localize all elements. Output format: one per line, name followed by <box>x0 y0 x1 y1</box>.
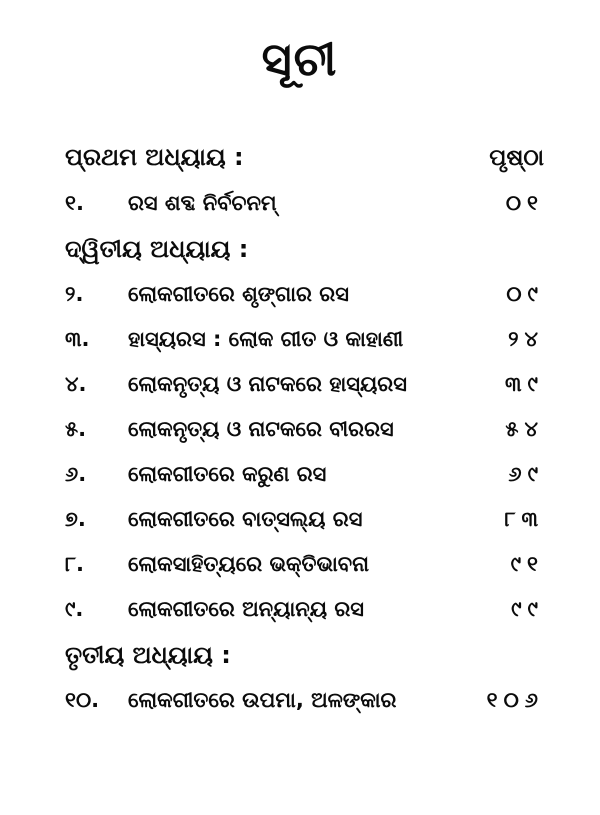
toc-item <box>65 686 544 714</box>
item-title: ହାସ୍ୟରସ : ଲୋକ ଗୀତ ଓ କାହାଣୀ <box>128 327 404 351</box>
item-title: ଲୋକଗୀତରେ ଅନ୍ୟାନ୍ୟ ରସ <box>128 597 364 621</box>
item-page: ୦୯ <box>506 282 544 306</box>
item-number: ୪. <box>65 372 87 396</box>
item-page: ୩୯ <box>505 372 544 396</box>
item-page: ୬୯ <box>508 462 544 486</box>
toc-item <box>65 460 544 488</box>
item-title: ଲୋକନୃତ୍ୟ ଓ ନାଟକରେ ବୀରରସ <box>128 417 394 441</box>
item-number: ୧୦. <box>65 688 100 712</box>
section-heading-row-1 <box>65 142 544 173</box>
item-title: ଲୋକସାହିତ୍ୟରେ ଭକ୍ତିଭାବନା <box>128 552 369 576</box>
item-title: ଲୋକଗୀତରେ କରୁଣ ରସ <box>128 462 327 486</box>
item-number: ୯. <box>65 597 84 621</box>
item-number: ୭. <box>65 507 86 531</box>
toc-item <box>65 280 544 308</box>
item-page: ୧୦୬ <box>486 688 544 712</box>
item-page: ୦୧ <box>505 191 544 215</box>
item-title: ରସ ଶବ୍ଦ ନିର୍ବଚନମ୍ <box>128 191 277 215</box>
toc-item <box>65 415 544 443</box>
toc-item <box>65 505 544 533</box>
item-number: ୨. <box>65 282 84 306</box>
item-number: ୩. <box>65 327 90 351</box>
item-page: ୯୯ <box>511 597 544 621</box>
item-page: ୮୩ <box>504 507 544 531</box>
item-page: ୨୪ <box>508 327 544 351</box>
toc-item <box>65 370 544 398</box>
item-page: ୯୧ <box>510 552 544 576</box>
item-number: ୧. <box>65 191 84 215</box>
toc-item <box>65 325 544 353</box>
item-title: ଲୋକଗୀତରେ ବାତ୍ସଲ୍ୟ ରସ <box>128 507 363 531</box>
section-heading: ଦ୍ୱିତୀୟ ଅଧ୍ୟାୟ : <box>65 235 249 263</box>
item-number: ୬. <box>65 462 87 486</box>
item-number: ୫. <box>65 417 87 441</box>
item-title: ଲୋକଗୀତରେ ଉପମା, ଅଳଙ୍କାର <box>128 688 397 712</box>
page-column-header: ପୃଷ୍ଠା <box>489 145 544 171</box>
toc-item <box>65 550 544 578</box>
toc-content <box>0 142 600 714</box>
section-heading: ପ୍ରଥମ ଅଧ୍ୟାୟ : <box>65 143 244 171</box>
section-heading-row-3 <box>65 640 544 670</box>
item-title: ଲୋକନୃତ୍ୟ ଓ ନାଟକରେ ହାସ୍ୟରସ <box>128 372 407 396</box>
item-page: ୫୪ <box>505 417 544 441</box>
section-heading: ତୃତୀୟ ଅଧ୍ୟାୟ : <box>65 641 231 669</box>
section-heading-row-2 <box>65 234 544 264</box>
toc-item <box>65 189 544 217</box>
item-number: ୮. <box>65 552 84 576</box>
page-title: ସୂଚୀ <box>261 32 339 86</box>
toc-item <box>65 595 544 623</box>
item-title: ଲୋକଗୀତରେ ଶୃଙ୍ଗାର ରସ <box>128 282 349 306</box>
